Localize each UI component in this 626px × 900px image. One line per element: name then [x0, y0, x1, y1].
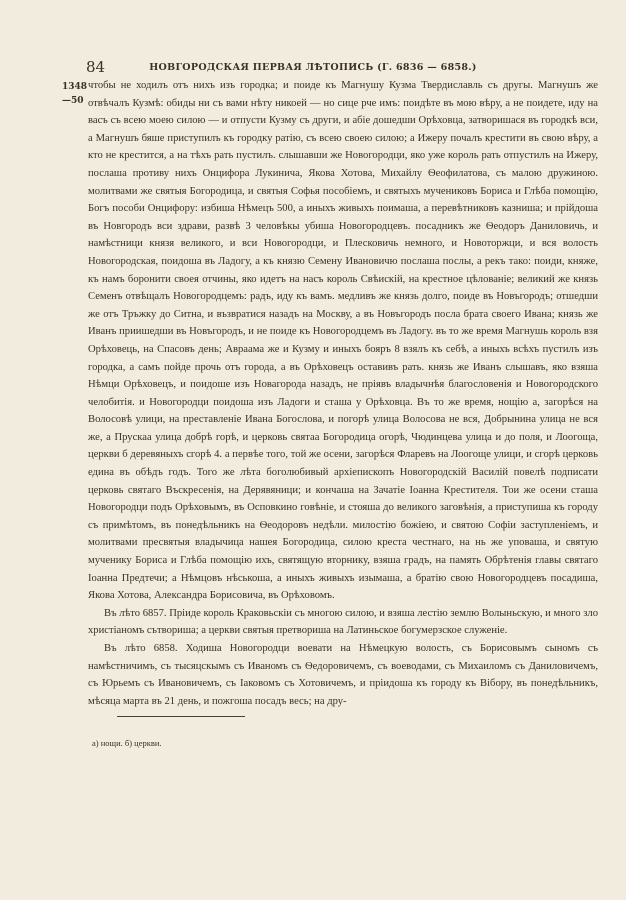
margin-year-start: 1348	[62, 82, 88, 92]
chronicle-paragraph-3: Въ лѣто 6858. Ходиша Новогородци воевати на Нѣмецкую волость, съ Борисовымъ сыномъ съ намѣстничимъ, съ тысяцскымъ съ Иваномъ съ Ѳедоровичемъ, съ воеводами, съ Михаиломъ съ Даниловичемъ, съ Юрьемъ съ Ивановичемъ, съ Іаковомъ съ Хотовичемъ, и прiидоша къ городу къ Вібору, въ понедѣльникъ, мѣсяца марта въ 21 день, и пожгоша посадъ весь; на дру-	[88, 643, 598, 707]
footnote: а) нощи. б) церкви.	[92, 738, 162, 748]
margin-year-range	[62, 80, 86, 108]
page-number: 84	[86, 58, 106, 76]
chronicle-body	[88, 77, 598, 710]
chronicle-paragraph-1: чтобы не ходилъ отъ нихъ изъ городка; и поиде къ Магнушу Кузма Твердиславль съ другы. Магнушъ же отвѣчалъ Кузмѣ: обиды ни съ вами нѣту никоей — но сице рче имъ: поидѣте въ мою вѣру, а не поидете, иду на васъ съ всею моею силою — и отпусти Кузму съ други, и абіе дошедши Орѣховца, затворишася въ городкѣ вси, а Магнушъ бяше приступилъ къ городку ратію, съ всею своею силою; а Ижеру почалъ крестити въ свою вѣру, а кто не крестится, а на тѣхъ рать пустилъ. слышавши же Новогородци, яко уже король рать отпустилъ на Ижеру, послаша противу нихъ Онцифора Лукинича, Якова Хотова, Михайлу Ѳеофилатова, съ малою дружиною. молитвами же святыя Богородица, и святыя Софья пособіемъ, и святыхъ мучениковъ Бориса и Глѣба помощію, Богъ пособи Онцифору: избиша Нѣмецъ 500, а иныхъ живыхъ поимаша, а перевѣтниковъ казниша; и прійдоша въ Новгородъ вси здрави, развѣ 3 человѣкы убиша Новогородцевъ. посадникъ же Ѳеодоръ Даниловичь, и намѣстници князя великого, и вси Новогородци, и Плесковичь немного, и Новоторжци, и вся волость Новогородская, поидоша въ Ладогу, а къ князю Семену Ивановичю послаша послы, а рекъ тако: поиди, княже, къ намъ боронити своея отчины, яко идетъ на насъ король Свѣискій, на крестное цѣлованіе; великий же князь Семенъ отвѣщалъ Новогородцемъ: радъ, иду къ вамъ. медливъ же князь долго, поиде въ Новъгородъ; отшедши же отъ Тръжку до Ситна, и възвратися назадъ на Москву, а въ Новъгородъ посла брата своего Ивана; князь же Иванъ приишедши въ Новъгородъ, и не поиде къ Новогородцемъ въ Ладогу. въ то же время Магнушь король взя Орѣховець, на Спасовъ день; Авраама же и Кузму и иныхъ бояръ 8 взялъ къ себѣ, а иныхъ всѣхъ пустилъ изъ городка, а самъ пойде прочь отъ города, а въ Орѣховецъ оставивъ рать. князь же Иванъ слышавъ, яко взяша Нѣмци Орѣховецъ, и поидоше изъ Новагорода назадъ, не прiявъ владычнѣя благословенія и Новогородского челобитія. и Новогородци поидоша изъ Ладоги и сташа у Орѣховца. Въ то же время, нощію а, загорѣся на Волосовѣ улици, на преставленіе Ивана Богослова, и погорѣ улица Волосова не вся, Добрынина улица не вся же, а Прускаа улица добрѣ горѣ, и церковь святаа Богородица огорѣ, Чюдинцева улица и до поля, и Лоогоща, церкви б деревяныхъ сгорѣ 4. а первѣе того, той же осени, загорѣся Фларевъ на Лоогоще улици, и сгорѣ церковь едина въ обѣдъ годъ. Того же лѣта боголюбивый архіепископъ Новогородскій Василій повелѣ подписати церковь святаго Въскресенія, на Дерявяници; и кончаша на Зачатіе Іоанна Крестителя. Тои же осени сташа Новогородци подъ Орѣховымъ, въ Осповкино говѣніе, и стояша до великого заговѣнія, а приступиша къ городу съ примѣтомъ, въ понедѣльникъ на Ѳеодоровъ недѣли. милостію божіею, и святою Софіи заступленіемъ, и молитвами пресвятыя владычица нашея Богородица, силою креста честнаго, на нь же уповаша, и святую мученику Бориса и Глѣба помощію ихъ, святящую вторнику, взяша градъ, на память Обрѣтенія главы святаго Іоанна Предтечи; а Нѣмцовъ нѣськоша, а иныхъ живыхъ изымаша, а братію свою Новогородцевъ посадиша, Якова Хотова, Александра Борисовича, въ Орѣховомъ.	[88, 80, 598, 602]
footnote-separator	[117, 716, 245, 717]
margin-year-end: —50	[62, 96, 84, 106]
running-head: НОВГОРОДСКАЯ ПЕРВАЯ ЛѢТОПИСЬ (Г. 6836 — 6858.)	[149, 62, 477, 73]
chronicle-paragraph-2: Въ лѣто 6857. Прiиде король Краковьскiи съ многою силою, и взяша лестiю землю Волыньскую, и много зло христіаномъ сътвориша; а церкви святыя претвориша на Латиньское богумерзское служеніе.	[88, 607, 598, 637]
